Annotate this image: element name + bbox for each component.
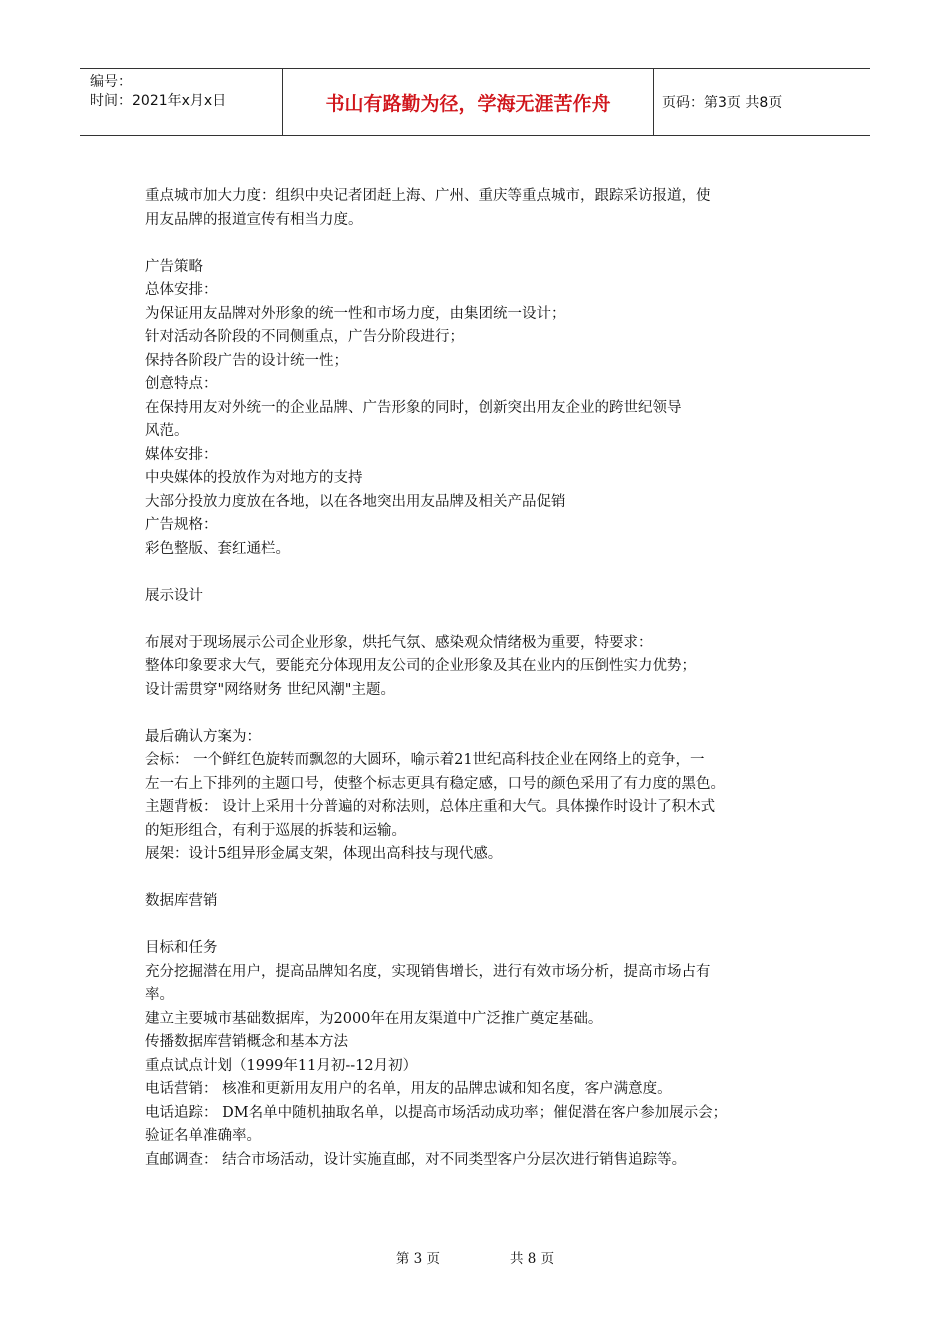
body-line: 广告规格： xyxy=(145,517,218,533)
body-line: 传播数据库营销概念和基本方法 xyxy=(145,1034,348,1050)
page-footer xyxy=(0,1247,950,1267)
body-line: 展示设计 xyxy=(145,587,203,604)
body-line: 验证名单准确率。 xyxy=(145,1128,261,1144)
blank-line xyxy=(145,914,810,938)
body-line: 广告策略 xyxy=(145,258,203,275)
body-line: 左一右上下排列的主题口号，使整个标志更具有稳定感，口号的颜色采用了有力度的黑色。 xyxy=(145,775,725,792)
body-line: 电话追踪： DM名单中随机抽取名单，以提高市场活动成功率；催促潜在客户参加展示会； xyxy=(145,1104,728,1121)
body-line: 布展对于现场展示公司企业形象，烘托气氛、感染观众情绪极为重要，特要求： xyxy=(145,634,653,651)
body-line: 彩色整版、套红通栏。 xyxy=(145,540,290,557)
body-line: 充分挖掘潜在用户，提高品牌知名度，实现销售增长，进行有效市场分析，提高市场占有 xyxy=(145,963,711,980)
body-line: 为保证用友品牌对外形象的统一性和市场力度，由集团统一设计； xyxy=(145,305,566,322)
blank-line xyxy=(145,561,810,585)
body-line: 重点城市加大力度：组织中央记者团赶上海、广州、重庆等重点城市，跟踪采访报道，使 xyxy=(145,188,711,204)
body-line: 最后确认方案为： xyxy=(145,728,261,745)
blank-line xyxy=(145,867,810,891)
page-header xyxy=(80,68,870,136)
footer-current-page: 第 3 页 xyxy=(395,1251,440,1267)
body-line: 在保持用友对外统一的企业品牌、广告形象的同时，创新突出用友企业的跨世纪领导 xyxy=(145,399,682,416)
body-line: 电话营销： 核准和更新用友用户的名单，用友的品牌忠诚和知名度，客户满意度。 xyxy=(145,1081,672,1097)
body-line: 创意特点： xyxy=(145,376,218,392)
body-line: 建立主要城市基础数据库，为2000年在用友渠道中广泛推广奠定基础。 xyxy=(145,1010,603,1027)
body-line: 大部分投放力度放在各地，以在各地突出用友品牌及相关产品促销 xyxy=(145,493,566,510)
blank-line xyxy=(145,702,810,726)
body-line: 用友品牌的报道宣传有相当力度。 xyxy=(145,211,363,228)
body-line: 总体安排： xyxy=(145,282,218,298)
document-number: 编号： xyxy=(90,74,132,90)
footer-total-pages: 共 8 页 xyxy=(510,1251,555,1267)
body-line: 重点试点计划（1999年11月初--12月初） xyxy=(145,1057,418,1074)
body-line: 风范。 xyxy=(145,423,189,439)
body-line: 会标： 一个鲜红色旋转而飘忽的大圆环，喻示着21世纪高科技企业在网络上的竞争，一 xyxy=(145,752,705,768)
body-line: 整体印象要求大气，要能充分体现用友公司的企业形象及其在业内的压倒性实力优势； xyxy=(145,658,696,674)
body-line: 率。 xyxy=(145,987,174,1003)
body-line: 媒体安排： xyxy=(145,446,218,463)
header-page-info: 页码：第3页 共8页 xyxy=(662,95,783,111)
document-date: 时间：2021年x月x日 xyxy=(90,93,227,109)
header-meta xyxy=(80,69,282,135)
body-line: 展架：设计5组异形金属支架，体现出高科技与现代感。 xyxy=(145,846,503,862)
blank-line xyxy=(145,232,810,256)
body-line: 的矩形组合，有利于巡展的拆装和运输。 xyxy=(145,822,406,839)
body-line: 中央媒体的投放作为对地方的支持 xyxy=(145,470,363,486)
body-line: 直邮调查： 结合市场活动，设计实施直邮，对不同类型客户分层次进行销售追踪等。 xyxy=(145,1151,687,1168)
body-line: 主题背板： 设计上采用十分普遍的对称法则，总体庄重和大气。具体操作时设计了积木式 xyxy=(145,799,716,815)
blank-line xyxy=(145,608,810,632)
header-motto: 书山有路勤为径，学海无涯苦作舟 xyxy=(282,69,654,135)
document-body xyxy=(145,185,810,1172)
body-line: 目标和任务 xyxy=(145,940,218,956)
body-line: 数据库营销 xyxy=(145,893,218,909)
body-line: 针对活动各阶段的不同侧重点，广告分阶段进行； xyxy=(145,329,464,345)
body-line: 设计需贯穿"网络财务 世纪风潮"主题。 xyxy=(145,681,395,698)
body-line: 保持各阶段广告的设计统一性； xyxy=(145,352,348,369)
